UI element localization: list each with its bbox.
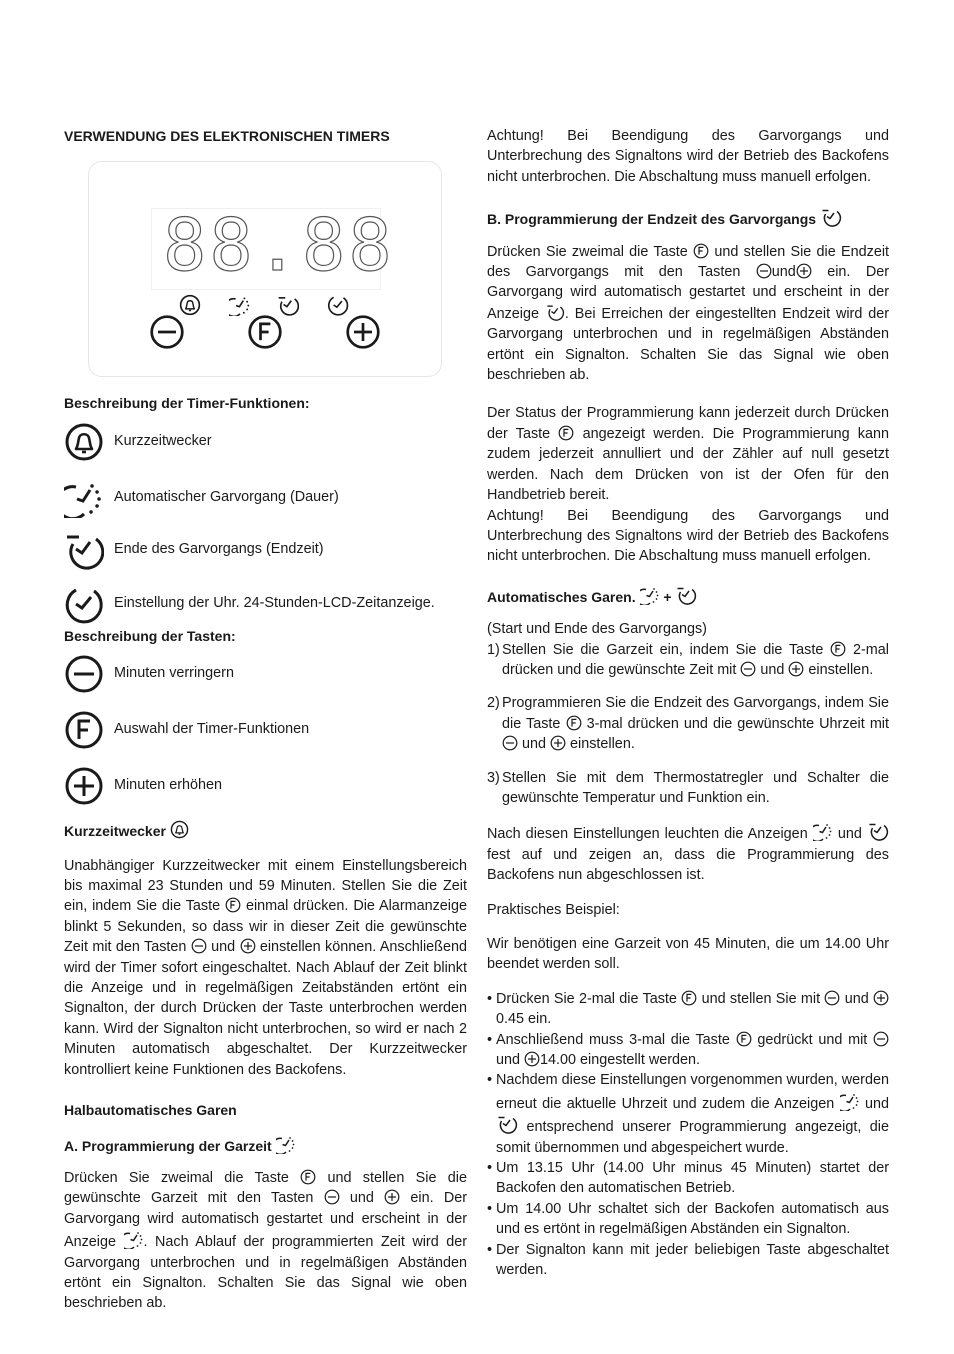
endtime-icon [867,821,889,841]
text: 0.45 ein. [496,1011,552,1028]
text: angezeigt werden. Die Programmierung kann zudem jederzeit annulliert und der Zähler auf null gesetzt werden. Nach dem Drücken von ist der Ofen für den Handbetrieb bereit. [487,425,890,504]
text: Drücken Sie zweimal die Taste [487,243,688,260]
text: Nach diesen Einstellungen leuchten die Anzeigen [487,826,808,843]
beispiel-list [487,989,889,1281]
endzeit-text [487,242,889,386]
text: Anschließend muss 3-mal die Taste [496,1031,730,1048]
list-item [487,693,889,754]
nach-text [487,821,889,885]
text: Stellen Sie die Garzeit ein, indem Sie die Taste [502,641,824,658]
endtime-icon [675,585,697,605]
minus-icon [191,938,207,954]
text: 14.00 eingestellt werden. [540,1052,701,1069]
minus-icon [324,1189,340,1205]
minus-icon [64,654,104,694]
legend-label: Auswahl der Timer-Funktionen [114,721,310,738]
text: und stellen Sie die gewünschte Garzeit mit den Tasten [64,1169,467,1207]
endtime-icon [279,298,299,315]
plus-icon [873,990,889,1006]
text: ein. Der Garvorgang wird automatisch gestartet und erscheint in der Anzeige [64,1190,468,1251]
list-item [487,989,889,1030]
f-icon [64,710,104,750]
f-icon [693,243,709,259]
plus-icon [384,1189,400,1205]
garzeit-heading [64,1134,467,1156]
bell-icon [170,820,189,839]
list-item: • Um 13.15 Uhr (14.00 Uhr minus 45 Minuten) startet der Backofen den automatischen Betrieb. [487,1158,889,1199]
lcd-digits: 88.88 [163,203,395,288]
f-icon [558,425,574,441]
achtung-text: Achtung! Bei Beendigung des Garvorgangs und Unterbrechung des Signaltons wird der Betrieb des Backofens nicht unterbrochen. Die Abschaltung muss manuell erfolgen. [487,507,889,565]
bell-icon [181,296,200,315]
legend-row [64,422,467,478]
keys-legend [64,654,467,816]
legend-label: Automatischer Garvorgang (Dauer) [114,488,339,505]
text: einmal drücken. Die Alarmanzeige blinkt 5 Sekunden, so dass wir in dieser Zeit die gewünschte Zeit mit den Tasten [64,898,468,956]
f-icon [300,1169,316,1185]
duration-icon [276,1134,296,1154]
duration-icon [64,478,104,518]
legend-label: Minuten verringern [114,665,234,682]
minus-icon [824,990,840,1006]
f-icon [225,897,241,913]
legend-label: Kurzzeitwecker [114,432,212,449]
step-number: 3) [487,769,500,786]
plus-sign: + [663,588,672,605]
minus-icon [756,263,772,279]
plus-icon [550,735,566,751]
text: Drücken Sie 2-mal die Taste [496,990,677,1007]
automatisch-heading [487,585,889,607]
text: entsprechend unserer Programmierung angezeigt, die somit übernommen und abgespeichert wurde. [496,1119,890,1156]
text: einstellen können. Anschließend wird der Timer sofort eingeschaltet. Nach Ablauf der Zeit blinkt die Anzeige und in regelmäßigen Zeitabständen ertönt ein Signalton, der durch Drücken der Taste unterbrochen werden kann. Wird der Signalton nicht unterbrochen, so wird er nach 2 Minuten automatisch abgeschaltet. Der Kurzzeitwecker kontrolliert keine Funktionen des Backofens. [64,939,467,1078]
clock-icon [329,298,348,316]
text: und [771,264,796,281]
list-item [487,1030,889,1071]
legend-row [64,710,467,766]
plus-icon [240,938,256,954]
legend-row [64,530,467,584]
list-item [487,640,889,681]
steps-list [487,640,889,809]
beispiel-text: Wir benötigen eine Garzeit von 45 Minuten, die um 14.00 Uhr beendet werden soll. [487,936,889,973]
text: Der Status der Programmierung kann jederzeit durch Drücken der Taste [487,405,889,442]
list-item: • Der Signalton kann mit jeder beliebigen Taste abgeschaltet werden. [487,1240,889,1281]
step-number: 1) [487,641,500,658]
endtime-icon [496,1114,518,1134]
plus-icon [64,766,104,806]
f-button[interactable] [247,314,283,350]
endtime-icon [545,303,565,321]
text: und [760,661,785,678]
text: 2-mal drücken und die gewünschte Zeit mit [502,641,889,678]
text: einstellen. [570,736,635,753]
text: und [837,826,862,843]
text: und [211,939,236,956]
text: . Nach Ablauf der programmierten Zeit wird der Garvorgang unterbrochen und in regelmäßigen Abständen ertönt ein Signalton. Schalten Sie das Signal wie oben beschrieben ab. [64,1234,467,1312]
bell-icon [64,422,104,462]
right-column [487,126,889,1281]
plus-icon [788,661,804,677]
legend-label: Einstellung der Uhr. 24-Stunden-LCD-Zeitanzeige. [114,594,435,611]
plus-icon [796,263,812,279]
functions-legend [64,422,467,626]
f-icon [736,1031,752,1047]
left-column [64,126,467,1314]
list-item [487,1070,889,1158]
text: fest auf und zeigen an, dass die Programmierung des Backofens nun abgeschlossen ist. [487,846,889,884]
legend-row [64,584,467,626]
halbautomatisch-heading: Halbautomatisches Garen [64,1102,237,1119]
legend-label: Minuten erhöhen [114,777,223,794]
endtime-icon [820,207,842,227]
text: und stellen Sie die Endzeit des Garvorgangs mit den Tasten [487,243,890,281]
minus-icon [740,661,756,677]
text: Drücken Sie zweimal die Taste [64,1169,289,1186]
automatisch-intro: (Start und Ende des Garvorgangs) [487,621,707,638]
minus-icon [502,735,518,751]
keys-heading: Beschreibung der Tasten: [64,627,236,644]
text: Programmieren Sie die Endzeit des Garvorgangs, indem Sie die Taste [502,695,889,732]
text: und [865,1095,890,1112]
plus-icon [524,1051,540,1067]
achtung-text: Achtung! Bei Beendigung des Garvorgangs und Unterbrechung des Signaltons wird der Betrieb des Backofens nicht unterbrochen. Die Abschaltung muss manuell erfolgen. [487,128,889,185]
minus-button[interactable] [149,314,185,350]
kurzzeitwecker-heading [64,820,467,841]
legend-label: Ende des Garvorgangs (Endzeit) [114,540,324,557]
duration-icon [640,585,660,605]
heading-text: Kurzzeitwecker [64,823,166,840]
duration-icon [124,1229,144,1249]
status-text [487,403,889,505]
endzeit-heading [487,207,889,229]
text: einstellen. [808,661,874,678]
list-item: • Um 14.00 Uhr schaltet sich der Backofen automatisch aus und es ertönt in regelmäßigen Abständen ein Signalton. [487,1199,889,1240]
heading-text: A. Programmierung der Garzeit [64,1137,272,1154]
text: ein. Der Garvorgang wird automatisch gestartet und erscheint in der Anzeige [487,264,890,322]
kurzzeitwecker-text [64,856,467,1080]
section-title: VERWENDUNG DES ELEKTRONISCHEN TIMERS [64,128,390,144]
minus-icon [873,1031,889,1047]
text: . Bei Erreichen der eingestellten Endzeit wird der Garvorgang unterbrochen und in regelmäßigen Abständen ertönt ein Signalton. Schalten Sie das Signal wie oben beschrieben ab. [487,305,889,384]
heading-text: B. Programmierung der Endzeit des Garvorgangs [487,211,817,228]
duration-icon [813,821,833,841]
f-icon [681,990,697,1006]
step-number: 2) [487,695,500,712]
text: Nachdem diese Einstellungen vorgenommen wurden, werden erneut die aktuelle Uhrzeit und zudem die Anzeigen [496,1072,889,1112]
text: gedrückt und mit [757,1031,868,1048]
plus-button[interactable] [345,314,381,350]
legend-row [64,478,467,530]
text: Unabhängiger Kurzzeitwecker mit einem Einstellungsbereich bis maximal 23 Stunden und 59 Minuten. Stellen Sie die Zeit ein, indem Sie die Taste [64,857,467,915]
legend-row [64,654,467,710]
f-icon [566,715,582,731]
clock-icon [64,584,104,624]
duration-icon [225,299,248,317]
functions-heading: Beschreibung der Timer-Funktionen: [64,395,310,412]
garzeit-text [64,1168,467,1314]
legend-row [64,766,467,816]
text: und [496,1052,521,1069]
text: und stellen Sie mit [701,990,821,1007]
text: und [844,990,869,1007]
text: und [349,1190,374,1207]
text: und [522,736,547,753]
endtime-icon [64,530,104,570]
text: 3-mal drücken und die gewünschte Uhrzeit mit [586,715,889,732]
heading-text: Automatisches Garen. [487,588,636,605]
f-icon [830,641,846,657]
list-item [487,768,889,809]
praktisch-label: Praktisches Beispiel: [487,901,620,918]
text: Stellen Sie mit dem Thermostatregler und Schalter die gewünschte Temperatur und Funktion ein. [502,769,889,806]
timer-display-panel [88,161,442,377]
duration-icon [840,1091,860,1111]
